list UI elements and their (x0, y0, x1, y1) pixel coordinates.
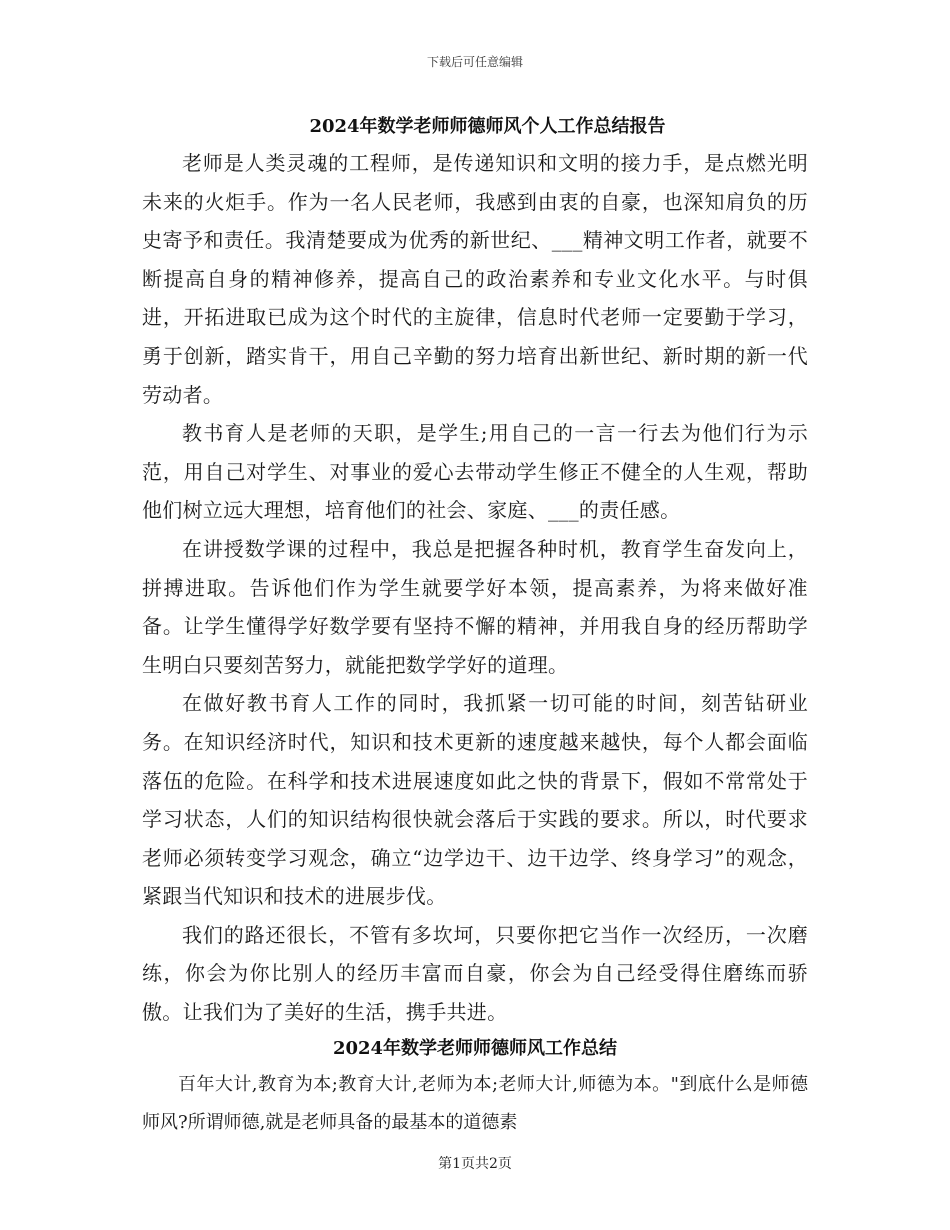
paragraph: 百年大计,教育为本;教育大计,老师为本;老师大计,师德为本。"到底什么是师德师风?所谓师德,就是老师具备的最基本的道德素 (142, 1073, 808, 1133)
page-footer: 第1页共2页 (438, 1156, 512, 1172)
paragraph: 我们的路还很长，不管有多坎坷，只要你把它当作一次经历，一次磨练，你会为你比别人的经历丰富而自豪，你会为自己经受得住磨练而骄傲。让我们为了美好的生活，携手共进。 (142, 922, 808, 1025)
section-title: 2024年数学老师师德师风工作总结 (332, 1037, 618, 1059)
page-header-note: 下载后可任意编辑 (426, 55, 523, 69)
paragraph: 教书育人是老师的天职，是学生;用自己的一言一行去为他们行为示范，用自己对学生、对事业的爱心去带动学生修正不健全的人生观，帮助他们树立远大理想，培育他们的社会、家庭、___的责任感。 (142, 421, 808, 523)
paragraph: 在讲授数学课的过程中，我总是把握各种时机，教育学生奋发向上，拼搏进取。告诉他们作为学生就要学好本领，提高素养，为将来做好准备。让学生懂得学好数学要有坚持不懈的精神，并用我自身的经历帮助学生明白只要刻苦努力，就能把数学学好的道理。 (142, 536, 808, 677)
document-body (142, 110, 808, 1142)
paragraph: 老师是人类灵魂的工程师，是传递知识和文明的接力手，是点燃光明未来的火炬手。作为一名人民老师，我感到由衷的自豪，也深知肩负的历史寄予和责任。我清楚要成为优秀的新世纪、___精神文明工作者，就要不断提高自身的精神修养，提高自己的政治素养和专业文化水平。与时俱进，开拓进取已成为这个时代的主旋律，信息时代老师一定要勤于学习，勇于创新，踏实肯干，用自己辛勤的努力培育出新世纪、新时期的新一代劳动者。 (142, 151, 808, 407)
paragraph: 在做好教书育人工作的同时，我抓紧一切可能的时间，刻苦钻研业务。在知识经济时代，知识和技术更新的速度越来越快，每个人都会面临落伍的危险。在科学和技术进展速度如此之快的背景下，假如不常常处于学习状态，人们的知识结构很快就会落后于实践的要求。所以，时代要求老师必须转变学习观念，确立“边学边干、边干边学、终身学习”的观念，紧跟当代知识和技术的进展步伐。 (142, 691, 808, 909)
document-title: 2024年数学老师师德师风个人工作总结报告 (309, 116, 666, 137)
